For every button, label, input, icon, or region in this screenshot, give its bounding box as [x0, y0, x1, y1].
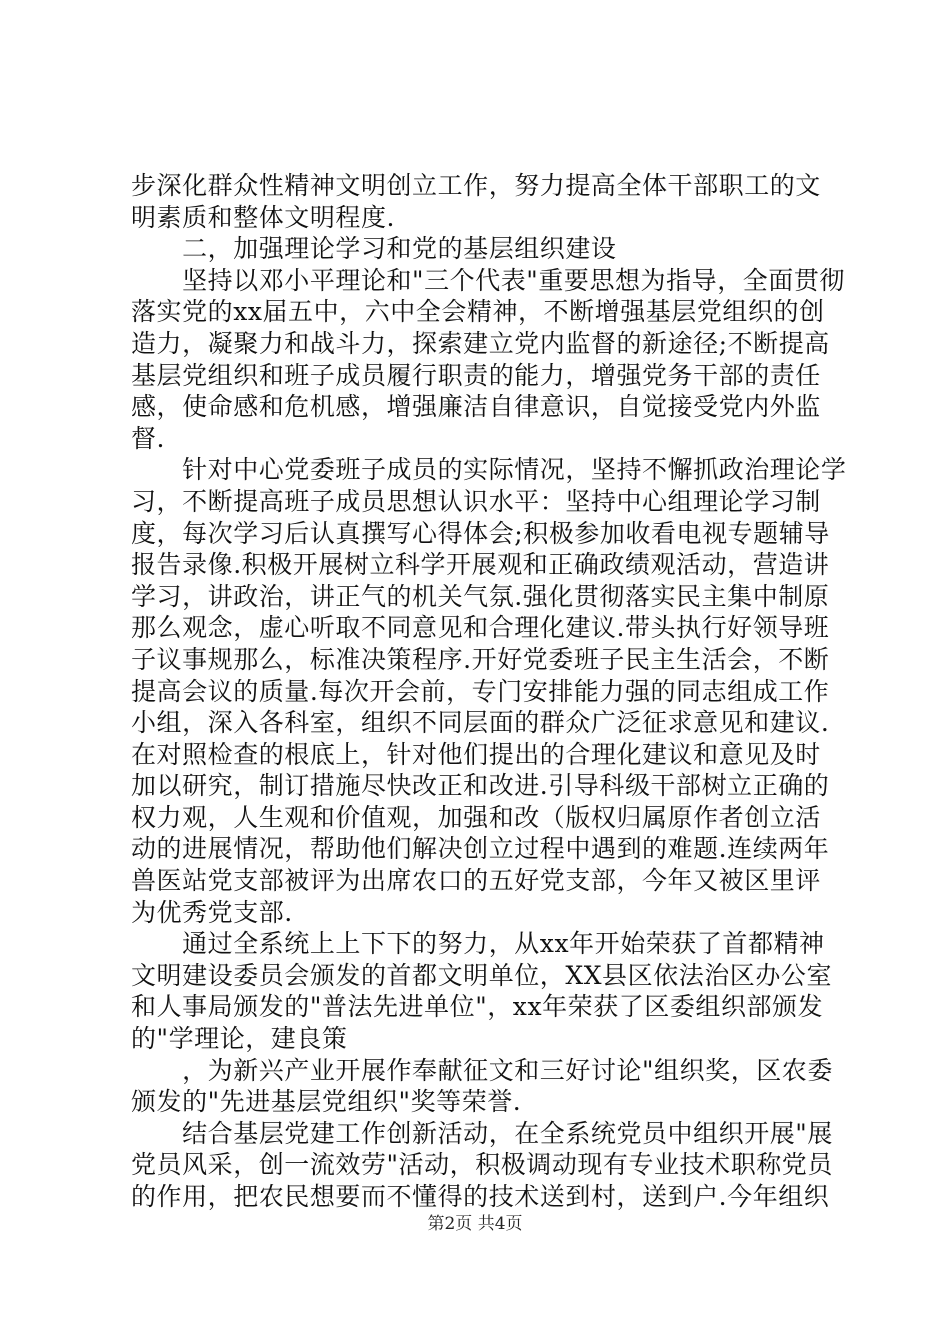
text-line: 和人事局颁发的"普法先进单位"，xx年荣获了区委组织部颁发	[131, 992, 824, 1022]
text-line: 提高会议的质量.每次开会前，专门安排能力强的同志组成工作	[131, 676, 830, 706]
text-line: 习，不断提高班子成员思想认识水平：坚持中心组理论学习制	[131, 486, 821, 516]
text-line: 的作用，把农民想要而不懂得的技术送到村，送到户.今年组织	[131, 1182, 830, 1211]
text-line: 报告录像.积极开展树立科学开展观和正确政绩观活动，营造讲	[131, 550, 830, 580]
text-line: 党员风采，创一流效劳"活动，积极调动现有专业技术职称党员	[131, 1150, 833, 1180]
text-line: 动的进展情况，帮助他们解决创立过程中遇到的难题.连续两年	[131, 834, 830, 864]
text-line: 感，使命感和危机感，增强廉洁自律意识，自觉接受党内外监	[131, 392, 821, 422]
text-line: 基层党组织和班子成员履行职责的能力，增强党务干部的责任	[131, 360, 821, 390]
text-line: 坚持以邓小平理论和"三个代表"重要思想为指导，全面贯彻	[131, 265, 845, 295]
text-line: 颁发的"先进基层党组织"奖等荣誉.	[131, 1087, 522, 1117]
text-line: 步深化群众性精神文明创立工作，努力提高全体干部职工的文	[131, 171, 821, 200]
text-line: 兽医站党支部被评为出席农口的五好党支部，今年又被区里评	[131, 866, 821, 896]
text-line: 小组，深入各科室，组织不同层面的群众广泛征求意见和建议.	[131, 708, 830, 738]
section-heading: 二，加强理论学习和党的基层组织建设	[131, 234, 617, 264]
text-line: 结合基层党建工作创新活动，在全系统党员中组织开展"展	[131, 1118, 833, 1148]
page-number-footer: 第2页 共4页	[427, 1214, 523, 1234]
text-line: 子议事规那么，标准决策程序.开好党委班子民主生活会，不断	[131, 644, 830, 674]
text-line: 督.	[131, 423, 166, 453]
text-line: 落实党的xx届五中，六中全会精神，不断增强基层党组织的创	[131, 297, 825, 327]
text-line: 明素质和整体文明程度.	[131, 202, 395, 232]
text-line: 通过全系统上上下下的努力，从xx年开始荣获了首都精神	[131, 929, 825, 959]
text-line: 那么观念，虚心听取不同意见和合理化建议.带头执行好领导班	[131, 613, 830, 643]
text-line: 度，每次学习后认真撰写心得体会;积极参加收看电视专题辅导	[131, 518, 830, 548]
text-line: 学习，讲政治，讲正气的机关气氛.强化贯彻落实民主集中制原	[131, 581, 830, 611]
text-line: 加以研究，制订措施尽快改正和改进.引导科级干部树立正确的	[131, 771, 830, 801]
text-line: 针对中心党委班子成员的实际情况，坚持不懈抓政治理论学	[131, 455, 847, 485]
body-text	[131, 170, 847, 1213]
text-line: 文明建设委员会颁发的首都文明单位，XX县区依法治区办公室	[131, 960, 832, 990]
text-line: 造力，凝聚力和战斗力，探索建立党内监督的新途径;不断提高	[131, 328, 830, 358]
text-line: 的"学理论，建良策	[131, 1024, 348, 1054]
text-line: ，为新兴产业开展作奉献征文和三好讨论"组织奖，区农委	[131, 1055, 833, 1085]
text-line: 在对照检查的根底上，针对他们提出的合理化建议和意见及时	[131, 739, 821, 769]
text-line: 权力观，人生观和价值观，加强和改（版权归属原作者创立活	[131, 802, 821, 832]
text-line: 为优秀党支部.	[131, 897, 293, 927]
